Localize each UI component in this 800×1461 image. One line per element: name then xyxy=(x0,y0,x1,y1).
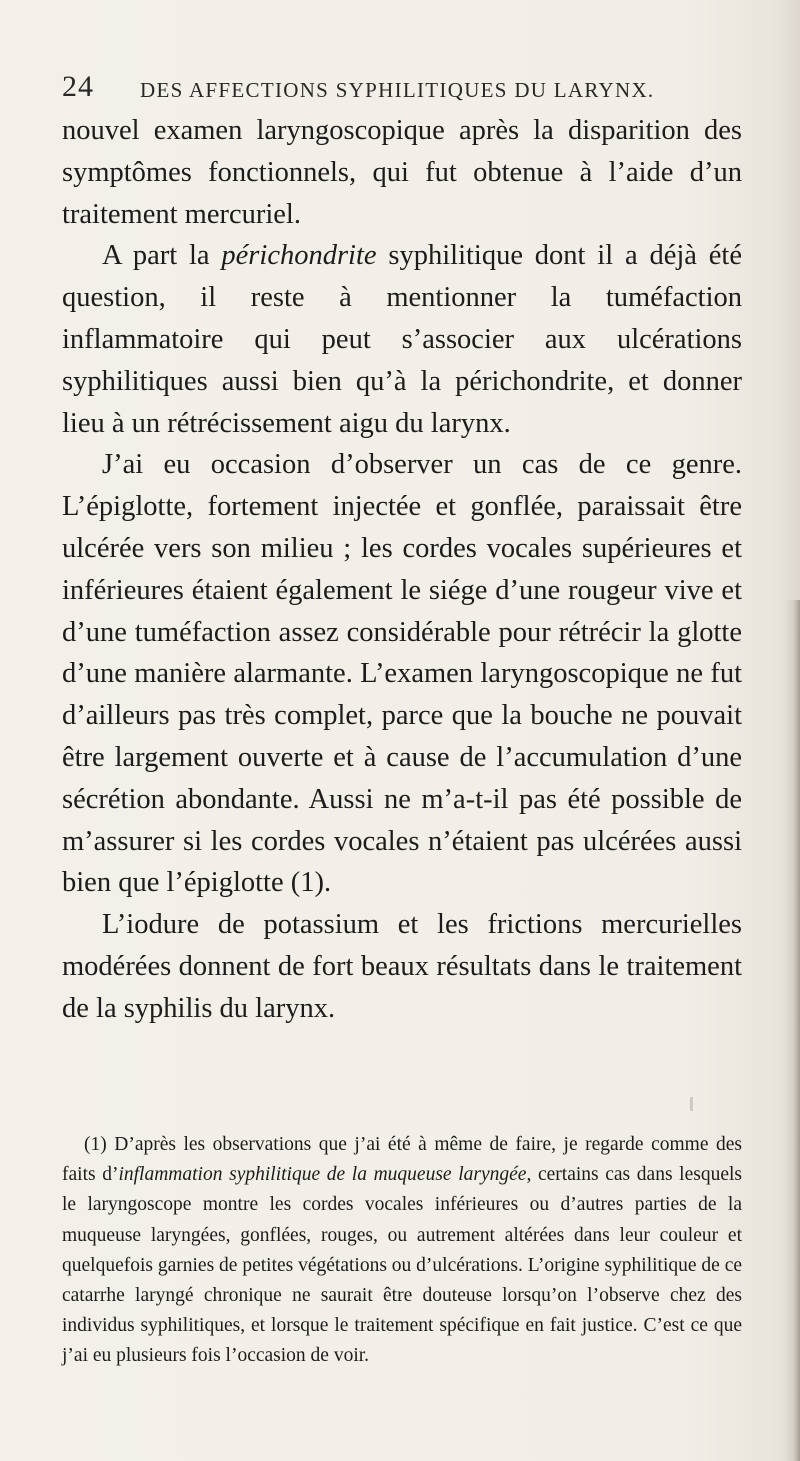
italic-term: périchondrite xyxy=(221,240,377,272)
footnote xyxy=(62,1130,742,1372)
print-speck xyxy=(690,1097,693,1111)
footnote-text xyxy=(62,1130,742,1372)
paragraph-treatment: L’iodure de potassium et les frictions mercurielles modérées donnent de fort beaux résultats dans le traitement de la syphilis du larynx. xyxy=(62,909,742,1024)
running-title: DES AFFECTIONS SYPHILITIQUES DU LARYNX. xyxy=(140,78,655,102)
paragraph-continuation: nouvel examen laryngoscopique après la disparition des symptômes fonctionnels, qui fut obtenue à l’aide d’un traitement mercuriel. xyxy=(62,115,742,230)
main-text xyxy=(62,110,742,1030)
paragraph-case-report: J’ai eu occasion d’observer un cas de ce genre. L’épiglotte, fortement injectée et gonflée, paraissait être ulcérée vers son milieu ; les cordes vocales supérieures et inférieures étaient également le siége d’une rougeur vive et d’une tuméfaction assez considérable pour rétrécir la glotte d’une manière alarmante. L’examen laryngoscopique ne fut d’ailleurs pas très complet, parce que la bouche ne pouvait être largement ouverte et à cause de l’accumulation d’une sécrétion abondante. Aussi ne m’a-t-il pas été possible de m’assurer si les cordes vocales n’étaient pas ulcérées aussi bien que l’épiglotte (1). xyxy=(62,449,742,899)
footnote-part: , certains cas dans lesquels le laryngoscope montre les cordes vocales inférieures ou d’autres parties de la muqueuse laryngées, gonflées, rouges, ou autrement altérées dans leur couleur et quelquefois garnies de petites végétations ou d’ulcérations. L’origine syphilitique de ce catarrhe laryngé chronique ne saurait être douteuse lorsqu’on l’observe chez des individus syphilitiques, et lorsque le traitement spécifique en fait justice. C’est ce que j’ai eu plusieurs fois l’occasion de voir. xyxy=(62,1164,742,1367)
paragraph-perichondrite xyxy=(62,235,742,444)
page-header xyxy=(62,70,762,110)
page-edge-shadow xyxy=(784,600,800,1461)
paragraph-text: A part la xyxy=(102,240,222,272)
page-number: 24 xyxy=(62,70,94,103)
paragraph-text: syphilitique dont il a déjà été question, il reste à mentionner la tuméfaction inflammatoire qui peut s’associer aux ulcérations syphilitiques aussi bien qu’à la périchondrite, et donner lieu à un rétrécissement aigu du larynx. xyxy=(62,240,742,439)
footnote-italic: inflammation syphilitique de la muqueuse laryngée xyxy=(118,1164,527,1186)
footnote-part: (1) D’après les observations que j’ai été à même de faire, je regarde comme des faits d’ xyxy=(62,1134,742,1186)
